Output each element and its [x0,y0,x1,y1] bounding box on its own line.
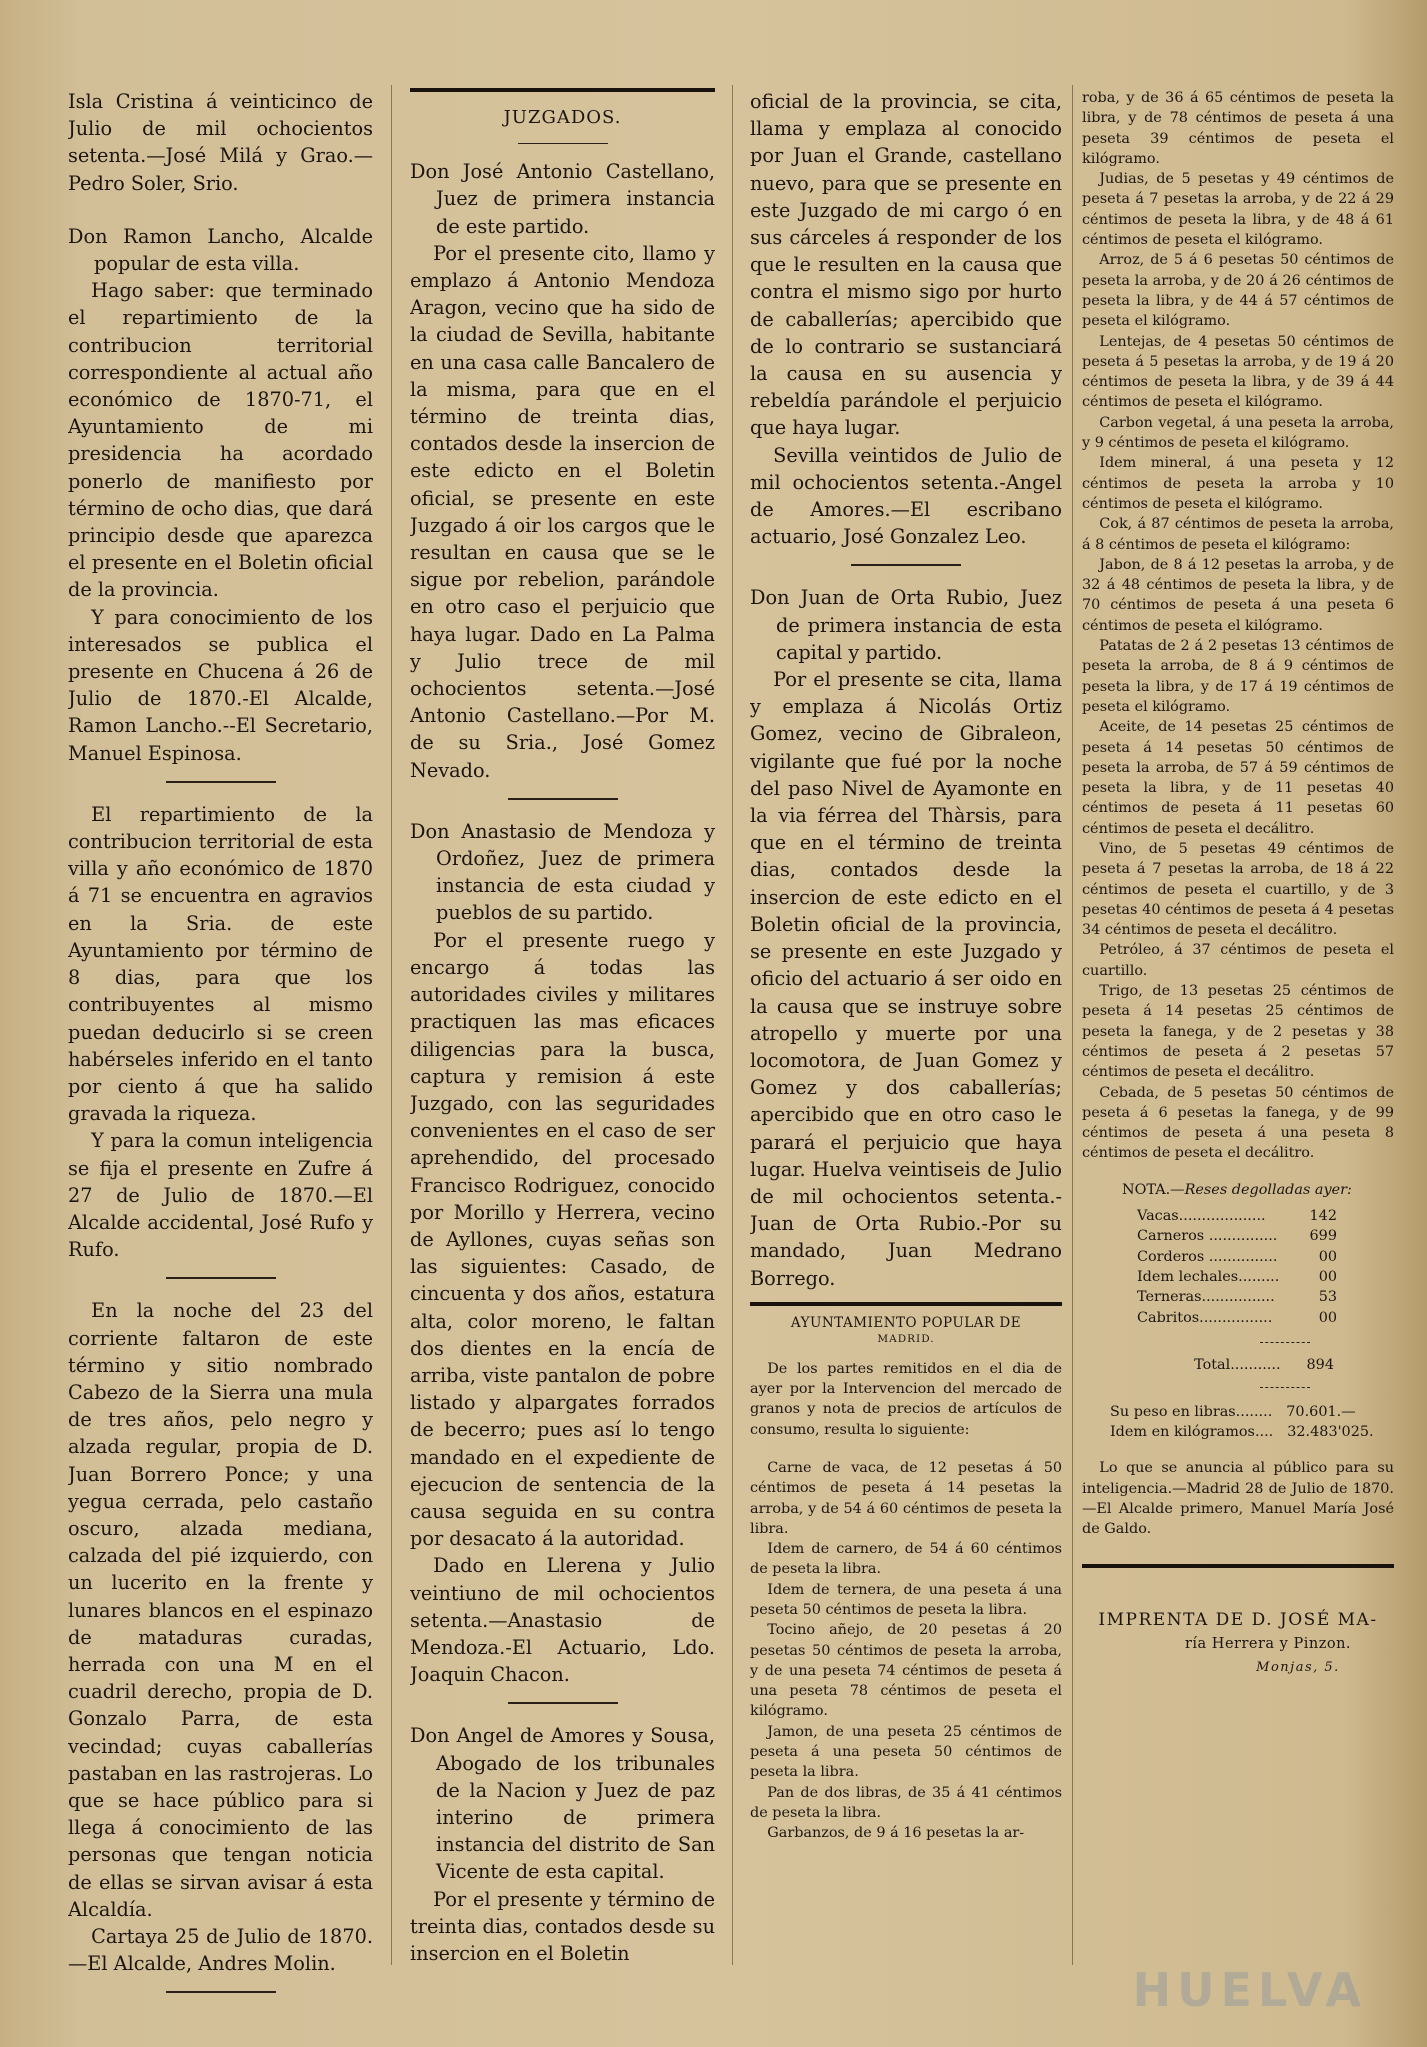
printer-line-1: IMPRENTA DE D. JOSÉ MA- [1098,1609,1378,1630]
paragraph: Y para conocimiento de los interesados se publica el presente en Chucena á 26 de Julio de 1870.-El Alcalde, Ramon Lancho.--El Secretario, Manuel Espinosa. [68,605,373,765]
paragraph: El repartimiento de la contribucion territorial de esta villa y año económico de 1870 á 71 se encuentra en agravios en la Sria. de este Ayuntamiento por término de 8 dias, para que los contribuyentes al mismo puedan deducirlo si se creen habérseles inferido en el tanto por ciento á que ha salido gravada la riqueza. [68,802,373,1126]
edict-title: Don Ramon Lancho, Alcalde popular de esta villa. [68,224,373,276]
paragraph: Dado en Llerena y Julio veintiuno de mil ochocientos setenta.—Anastasio de Mendoza.-El Actuario, Ldo. Joaquin Chacon. [410,1554,715,1687]
nota-heading [1122,1180,1394,1200]
paragraph: roba, y de 36 á 65 céntimos de peseta la libra, y de 78 céntimos de peseta á una peseta 39 céntimos de peseta el kilógramo. [1082,90,1394,167]
paragraph: Jamon, de una peseta 25 céntimos de peseta á una peseta 50 céntimos de peseta la libra. [750,1723,1062,1781]
column-rule [1072,85,1073,1965]
paragraph: Garbanzos, de 9 á 16 pesetas la ar- [767,1825,1025,1842]
weight-lb-row: Su peso en libras........ 70.601.— [1110,1403,1356,1420]
paragraph: Idem mineral, á una peseta y 12 céntimos de peseta la arroba y 10 céntimos de peseta el kilógramo. [1082,455,1394,512]
paragraph: Pan de dos libras, de 35 á 41 céntimos de peseta la libra. [750,1784,1062,1821]
column-4 [1082,88,1394,1680]
paragraph: Hago saber: que terminado el repartimiento de la contribucion territorial correspondiente al actual año económico de 1870-71, el Ayuntamiento de mi presidencia ha acordado ponerlo de manifiesto por término de ocho dias, que dará principio desde que aparezca el presente en el Boletin oficial de la provincia. [68,279,373,602]
section-separator [508,1702,618,1704]
edict-title: Don Juan de Orta Rubio, Juez de primera instancia de esta capital y partido. [750,586,1062,664]
section-heading: AYUNTAMIENTO POPULAR DE [790,1314,1022,1331]
table-row: Vacas................... 142 [1137,1208,1337,1225]
paragraph: Por el presente ruego y encargo á todas las autoridades civiles y militares practiquen las mas eficaces diligencias para la busca, captura y remision á este Juzgado, con las seguridades convenientes en el caso de ser aprehendido, del procesado Francisco Rodriguez, conocido por Morillo y Herrera, vecino de Ayllones, cuyas señas son las siguientes: Casado, de cincuenta y dos años, estatura alta, color moreno, le faltan dos dientes en la encía de arriba, viste pantalon de pobre listado y alpargates forrados de becerro; pues así lo tengo mandado en el expediente de ejecucion de sentencia de la causa seguida en su contra por desacato á la autoridad. [410,928,715,1551]
paragraph: Aceite, de 14 pesetas 25 céntimos de peseta á 14 pesetas 50 céntimos de peseta la arroba, de 57 á 59 céntimos de peseta la libra, y de 11 pesetas 40 céntimos de peseta á 11 pesetas 60 céntimos de peseta el decálitro. [1082,719,1394,837]
section-separator [508,798,618,800]
paragraph: Carne de vaca, de 12 pesetas á 50 céntimos de peseta á 14 pesetas la arroba, y de 54 á 60 céntimos de peseta la libra. [750,1459,1062,1537]
column-2 [410,88,715,1967]
paragraph: En la noche del 23 del corriente faltaron de este término y sitio nombrado Cabezo de la Sierra una mula de tres años, pelo negro y alzada regular, propia de D. Juan Borrero Ponce; y una yegua cerrada, pelo castaño oscuro, alzada mediana, calzada del pié izquierdo, con un lucerito en la frente y lunares blancos en el espinazo de mataduras curadas, herrada con una M en el cuadril derecho, propia de D. Gonzalo Parra, de esta vecindad; cuyas caballerías pastaban en las rastrojeras. Lo que se hace público para si llega á conocimiento de las personas que tengan noticia de ellas se sirvan avisar á esta Alcaldía. [68,1299,373,1921]
edict-title: Don Angel de Amores y Sousa, Abogado de los tribunales de la Nacion y Juez de paz interino de primera instancia del distrito de San Vicente de esta capital. [410,1724,715,1884]
paragraph: Y para la comun inteligencia se fija el presente en Zufre á 27 de Julio de 1870.—El Alcalde accidental, José Rufo y Rufo. [68,1129,373,1262]
thick-rule [410,88,715,92]
paragraph: Arroz, de 5 á 6 pesetas 50 céntimos de peseta la arroba, y de 20 á 26 céntimos de peseta la libra, y de 44 á 57 céntimos de peseta el kilógramo. [1082,252,1394,330]
archive-watermark: HUELVA [1132,1963,1367,2017]
paragraph: De los partes remitidos en el dia de ayer por la Intervencion del mercado de granos y nota de precios de artículos de consumo, resulta lo siguiente: [750,1360,1062,1438]
printer-line-3: Monjas, 5. [1256,1659,1340,1675]
section-subheading: MADRID. [877,1332,935,1345]
spacer [750,1440,1062,1458]
table-row: Carneros ............... 699 [1137,1228,1337,1245]
paragraph: Por el presente cito, llamo y emplazo á Antonio Mendoza Aragon, vecino que ha sido de la ciudad de Sevilla, habitante en una casa calle Bancalero de la misma, para que en el término de treinta dias, contados desde la insercion de este edicto en el Boletin oficial, se presente en este Juzgado á oir los cargos que le resultan en causa que se le sigue por rebelion, parándole en otro caso el perjuicio que haya lugar. Dado en La Palma y Julio trece de mil ochocientos setenta.—José Antonio Castellano.—Por M. de su Sria., José Gomez Nevado. [410,241,715,782]
total-row: Total........... 894 [1194,1356,1334,1373]
weights [1110,1402,1394,1443]
edict-title: Don Anastasio de Mendoza y Ordoñez, Juez de primera instancia de esta ciudad y pueblos de su partido. [410,819,715,925]
nota-title: —Reses degolladas ayer: [1170,1181,1352,1198]
closing-notice: Lo que se anuncia al público para su inteligencia.—Madrid 28 de Julio de 1870.—El Alcalde primero, Manuel María José de Galdo. [1082,1460,1394,1538]
section-heading: JUZGADOS. [503,107,622,128]
paragraph: Isla Cristina á veinticinco de Julio de mil ochocientos setenta.—José Milá y Grao.— Pedro Soler, Srio. [68,90,373,195]
paragraph: Patatas de 2 á 2 pesetas 13 céntimos de peseta la arroba, de 8 á 9 céntimos de peseta la libra, y de 17 á 19 céntimos de peseta el kilógramo. [1082,638,1394,715]
table-row: Cabritos................ 00 [1137,1309,1337,1326]
column-3 [750,88,1062,1844]
paragraph: Cok, á 87 céntimos de peseta la arroba, á 8 céntimos de peseta el kilógramo: [1082,516,1394,553]
paragraph: Carbon vegetal, á una peseta la arroba, y 9 céntimos de peseta el kilógramo. [1082,414,1394,452]
slaughter-table [1137,1206,1337,1328]
paragraph: Judias, de 5 pesetas y 49 céntimos de peseta á 7 pesetas la arroba, y de 22 á 29 céntimos de peseta la libra, y de 48 á 61 céntimos de peseta el kilógramo. [1082,171,1394,249]
paragraph: Sevilla veintidos de Julio de mil ochocientos setenta.-Angel de Amores.—El escribano actuario, José Gonzalez Leo. [750,443,1062,549]
paragraph: Cartaya 25 de Julio de 1870. —El Alcalde, Andres Molin. [68,1925,373,1976]
paragraph: Idem de carnero, de 54 á 60 céntimos de peseta la libra. [750,1541,1062,1578]
column-rule [732,85,733,1965]
section-separator [166,1991,276,1993]
price-list [1082,88,1394,1164]
paragraph: Por el presente y término de treinta dias, contados desde su insercion en el Boletin [410,1887,715,1965]
paragraph: Idem de ternera, de una peseta á una peseta 50 céntimos de peseta la libra. [750,1581,1062,1618]
section-separator [851,564,961,566]
table-row: Terneras................ 53 [1137,1289,1337,1306]
paragraph: Tocino añejo, de 20 pesetas á 20 pesetas 50 céntimos de peseta la arroba, y de una peseta 74 céntimos de peseta á una peseta 78 céntimos de peseta el kilógramo. [750,1622,1062,1720]
paragraph: Trigo, de 13 pesetas 25 céntimos de peseta á 14 pesetas 25 céntimos de peseta la fanega, y de 2 pesetas y 38 céntimos de peseta á 2 pesetas 57 céntimos de peseta el decálitro. [1082,983,1394,1081]
table-row: Corderos ............... 00 [1137,1248,1337,1265]
edict-title: Don José Antonio Castellano, Juez de primera instancia de este partido. [410,160,715,238]
section-separator [518,143,608,144]
paragraph: Jabon, de 8 á 12 pesetas la arroba, y de 32 á 48 céntimos de peseta la libra, y de 70 céntimos de peseta á una peseta 6 céntimos de peseta el kilógramo. [1082,556,1394,634]
printer-line-2: ría Herrera y Pinzon. [1184,1635,1352,1652]
table-row: Idem lechales......... 00 [1137,1268,1337,1285]
printer-credit [1082,1608,1394,1680]
thick-rule [1082,1564,1394,1568]
section-separator [166,781,276,783]
thick-rule [750,1302,1062,1306]
paragraph: oficial de la provincia, se cita, llama y emplaza al conocido por Juan el Grande, castellano nuevo, para que se presente en este Juzgado de mi cargo ó en sus cárceles á responder de los que le resulten en la causa que contra el mismo sigo por hurto de caballerías; apercibido que de lo contrario se sustanciará la causa en su ausencia y rebeldía parándole el perjuicio que haya lugar. [750,90,1062,440]
paragraph: Por el presente se cita, llama y emplaza á Nicolás Ortiz Gomez, vecino de Gibraleon, vigilante que fué por la noche del paso Nivel de Ayamonte en la via férrea del Thàrsis, para que en el término de treinta dias, contados desde la insercion de este edicto en el Boletin oficial de la provincia, se presente en este Juzgado y oficio del actuario á ser oido en la causa que se instruye sobre atropello y muerte por una locomotora, de Juan Gomez y Gomez y dos caballerías; apercibido que en otro caso le parará el perjuicio que haya lugar. Huelva veintiseis de Julio de mil ochocientos setenta.-Juan de Orta Rubio.-Por su mandado, Juan Medrano Borrego. [750,668,1062,1290]
paragraph: Cebada, de 5 pesetas 50 céntimos de peseta á 6 pesetas la fanega, y de 99 céntimos de peseta á una peseta 8 céntimos de peseta el decálitro. [1082,1084,1394,1162]
weight-kg-row: Idem en kilógramos.... 32.483'025. [1110,1424,1374,1441]
sum-rule [1260,1342,1310,1343]
sum-rule [1260,1387,1310,1388]
section-separator [166,1277,276,1279]
spacer [68,197,373,223]
column-1 [68,88,373,2011]
nota-label: NOTA. [1122,1181,1171,1198]
paragraph: Petróleo, á 37 céntimos de peseta el cuartillo. [1082,942,1394,979]
paragraph: Lentejas, de 4 pesetas 50 céntimos de peseta á 5 pesetas la arroba, y de 19 á 20 céntimos de peseta la libra, y de 39 á 44 céntimos de peseta el kilógramo. [1082,333,1394,411]
column-rule [391,85,392,1965]
paragraph: Vino, de 5 pesetas 49 céntimos de peseta á 7 pesetas la arroba, de 18 á 22 céntimos de peseta el cuartillo, y de 3 pesetas 40 céntimos de peseta á 4 pesetas 34 céntimos de peseta el decálitro. [1082,840,1394,939]
